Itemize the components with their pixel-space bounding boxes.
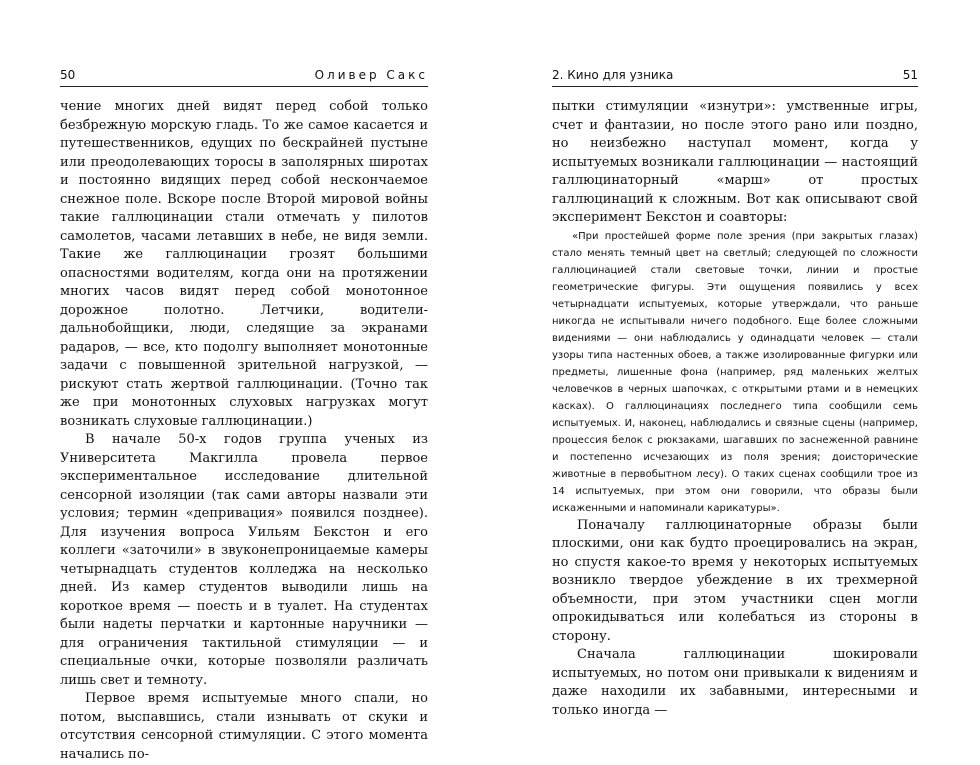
header-rule	[60, 86, 428, 87]
left-page-body	[60, 98, 428, 764]
paragraph: чение многих дней видят перед собой только безбрежную морскую гладь. То же самое касается и путешественников, едущих по бескрайней пустыне или преодолевающих торосы в заполярных широтах и постоянно видящих перед собой нескончаемое снежное поле. Вскоре после Второй мировой войны такие галлюцинации стали отмечать у пилотов самолетов, часами летавших в небе, не видя земли. Такие же галлюцинации грозят большими опасностями водителям, когда они на протяжении многих часов видят перед собой монотонное дорожное полотно. Летчики, водители-дальнобойщики, люди, следящие за экранами радаров, — все, кто подолгу выполняет монотонные задачи с повышенной зрительной нагрузкой, — рискуют стать жертвой галлюцинации. (Точно так же при монотонных слуховых нагрузках могут возникать слуховые галлюцинации.)	[60, 99, 428, 429]
page-number: 51	[902, 68, 918, 82]
running-head-chapter: 2. Кино для узника	[552, 68, 674, 82]
right-page-body	[552, 98, 918, 720]
block-quote: «При простейшей форме поле зрения (при закрытых глазах) стало менять темный цвет на светлый; следующей по сложности галлюцинацией стали световые точки, линии и простые геометрические фигуры. Эти ощущения появились у всех четырнадцати испытуемых, которые утверждали, что раньше никогда не испытывали ничего подобного. Еще более сложными видениями — они наблюдались у одинадцати человек — стали узоры типа настенных обоев, а также изолированные фигурки или предметы, лишенные фона (например, ряд маленьких желтых человечков в черных шапочках, с открытыми ртами и в немецких касках). О галлюцинациях последнего типа сообщили семь испытуемых. И, наконец, наблюдались и связные сцены (например, процессия белок с рюкзаками, шагавших по заснеженной равнине и постепенно исчезающих из поля зрения; доисторические животные в первобытном лесу). О таких сценах сообщили трое из 14 испытуемых, при этом они говорили, что образы были искаженными и напоминали карикатуры».	[552, 230, 918, 514]
paragraph: Поначалу галлюцинаторные образы были плоскими, они как будто проецировались на экран, но спустя какое-то время у некоторых испытуемых возникло твердое убеждение в их трехмерной объемности, при этом участники сцен могли опрокидываться или колебаться из стороны в сторону.	[552, 517, 918, 644]
running-head-author: Оливер Сакс	[314, 68, 428, 82]
paragraph: Сначала галлюцинации шокировали испытуемых, но потом они привыкали к видениям и даже находили их забавными, интересными и только иногда —	[552, 647, 918, 718]
left-page-header	[60, 68, 428, 84]
page-number: 50	[60, 68, 76, 82]
paragraph: Первое время испытуемые много спали, но потом, выспавшись, стали изнывать от скуки и отсутствия сенсорной стимуляции. С этого момента начались по-	[60, 691, 428, 762]
right-page-header	[552, 68, 918, 84]
header-rule	[552, 86, 918, 87]
paragraph: В начале 50-х годов группа ученых из Университета Макгилла провела первое экспериментальное исследование длительной сенсорной изоляции (так сами авторы назвали эти условия; термин «депривация» появился позднее). Для изучения вопроса Уильям Бекстон и его коллеги «заточили» в звуконепроницаемые камеры четырнадцать студентов колледжа на несколько дней. Из камер студентов выводили лишь на короткое время — поесть и в туалет. На студентах были надеты перчатки и картонные наручники — для ограничения тактильной стимуляции — и специальные очки, которые позволяли различать лишь свет и темноту.	[60, 432, 428, 688]
paragraph: пытки стимуляции «изнутри»: умственные игры, счет и фантазии, но после этого рано или поздно, но неизбежно наступал момент, когда у испытуемых возникали галлюцинации — настоящий галлюцинаторный «марш» от простых галлюцинаций к сложным. Вот как описывают свой эксперимент Бекстон и соавторы:	[552, 99, 918, 225]
